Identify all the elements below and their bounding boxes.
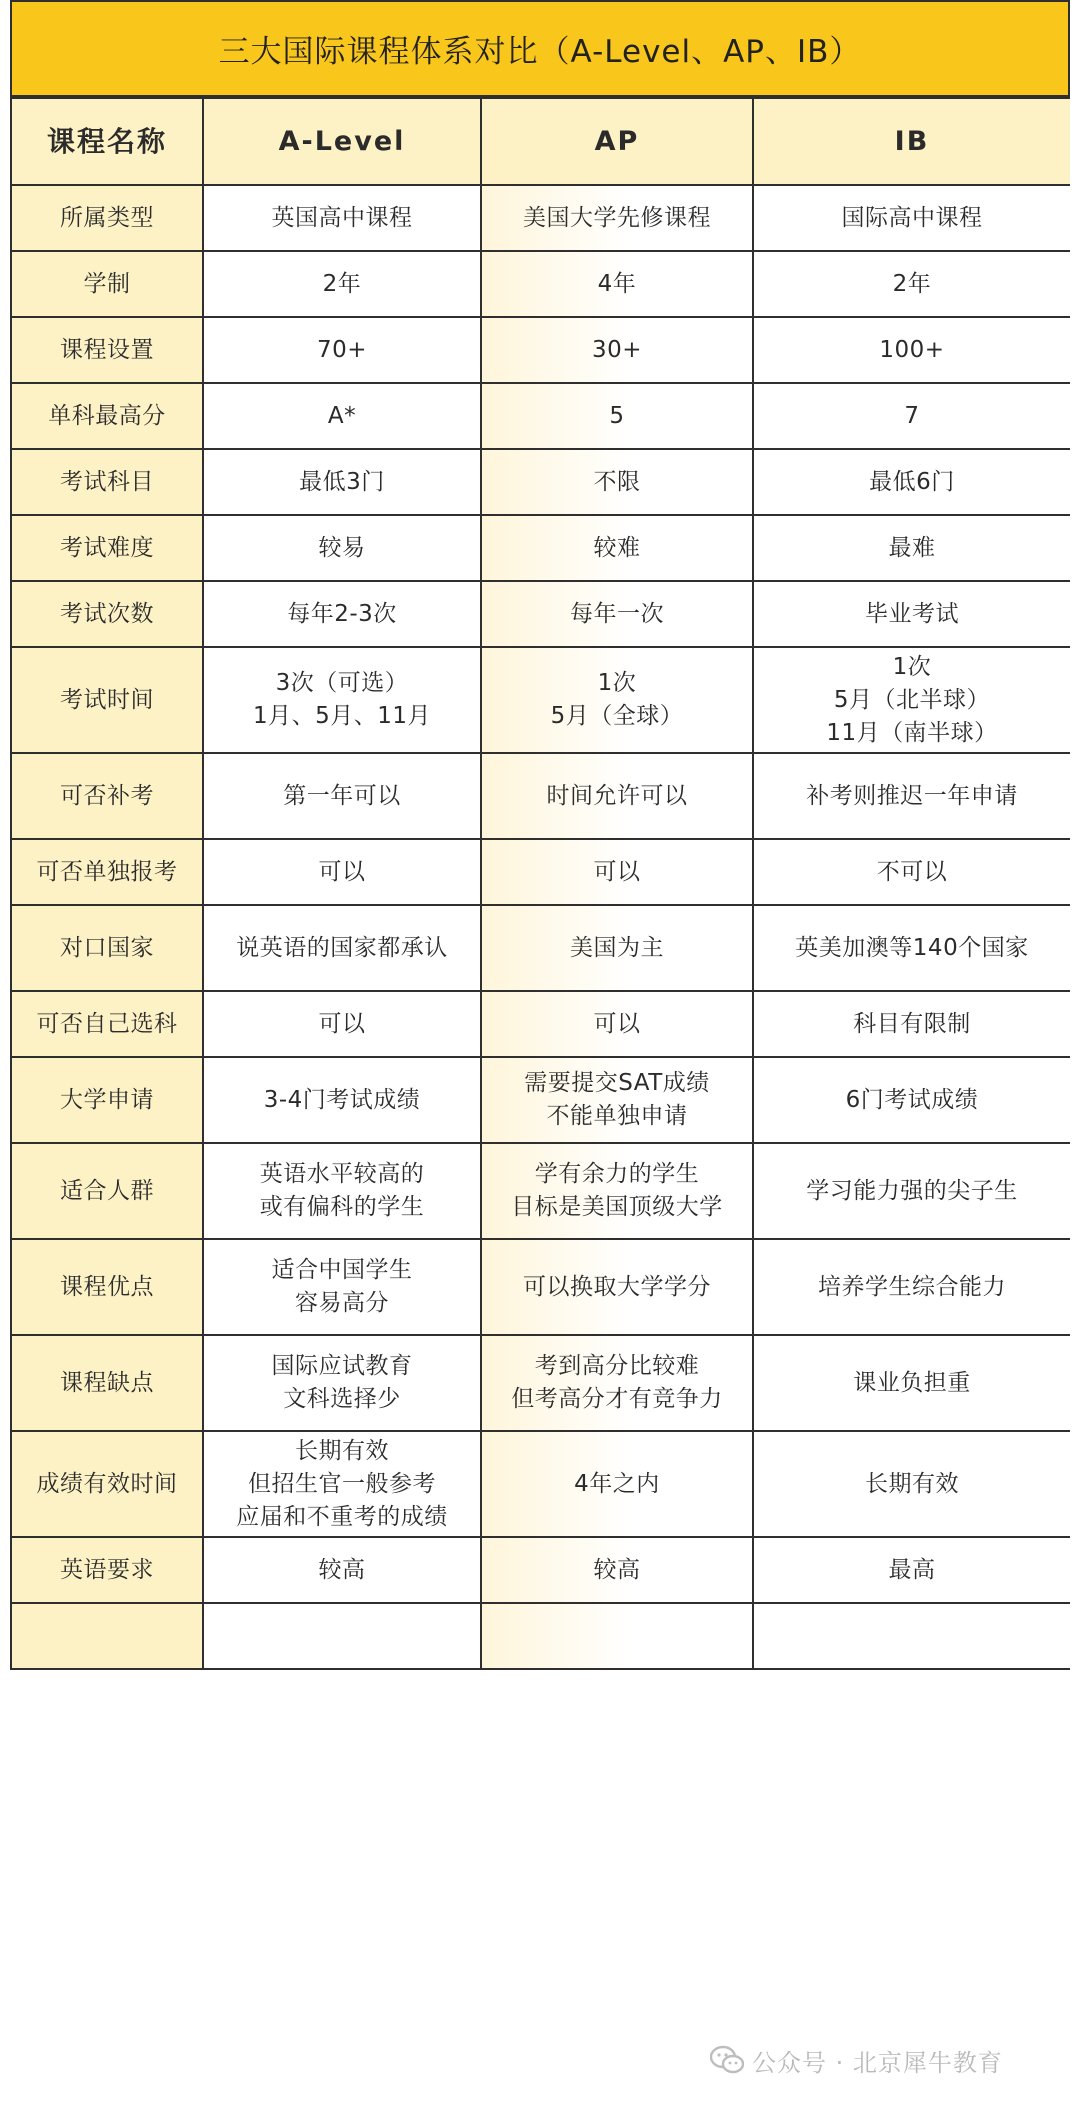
row-label-cell: 课程设置 bbox=[11, 317, 203, 383]
cell-line: 每年2-3次 bbox=[287, 600, 397, 627]
comparison-table bbox=[10, 97, 1070, 1670]
alevel-cell bbox=[203, 515, 481, 581]
cell-line: 6门考试成绩 bbox=[845, 1086, 979, 1113]
alevel-cell bbox=[203, 1239, 481, 1335]
wechat-icon bbox=[710, 2045, 744, 2075]
ap-cell bbox=[481, 991, 753, 1057]
ib-cell bbox=[753, 1335, 1070, 1431]
ib-cell bbox=[753, 251, 1070, 317]
cell-line: 长期有效 bbox=[865, 1470, 959, 1497]
cell-line: 学有余力的学生 bbox=[534, 1161, 700, 1187]
cell-line: 可以 bbox=[593, 1010, 641, 1037]
alevel-cell bbox=[203, 1335, 481, 1431]
row-label-cell: 考试科目 bbox=[11, 449, 203, 515]
table-row bbox=[11, 1335, 1070, 1431]
cell-line: 4年 bbox=[597, 270, 637, 297]
cell-line: 英美加澳等140个国家 bbox=[795, 934, 1029, 961]
table-row bbox=[11, 839, 1070, 905]
row-label-cell: 对口国家 bbox=[11, 905, 203, 991]
cell-line: 30+ bbox=[591, 336, 643, 363]
ib-cell bbox=[753, 905, 1070, 991]
cell-line: 文科选择少 bbox=[283, 1386, 401, 1412]
cell-line: 可以 bbox=[593, 858, 641, 885]
alevel-cell bbox=[203, 1603, 481, 1669]
alevel-cell bbox=[203, 1431, 481, 1537]
cell-line: 2年 bbox=[892, 270, 932, 297]
cell-line: 1次 bbox=[892, 653, 932, 680]
cell-line: 最低3门 bbox=[299, 468, 385, 495]
cell-line: 5月（全球） bbox=[550, 703, 684, 729]
row-label-cell bbox=[11, 1603, 203, 1669]
cell-line: 不可以 bbox=[876, 858, 948, 885]
alevel-cell bbox=[203, 753, 481, 839]
cell-line: 国际应试教育 bbox=[271, 1353, 413, 1379]
cell-line: 2年 bbox=[322, 270, 362, 297]
ap-cell bbox=[481, 1239, 753, 1335]
watermark bbox=[710, 2040, 1003, 2080]
cell-line: 科目有限制 bbox=[853, 1010, 971, 1037]
ib-cell bbox=[753, 1057, 1070, 1143]
table-body bbox=[11, 185, 1070, 1669]
row-label-cell: 学制 bbox=[11, 251, 203, 317]
row-label-cell: 考试难度 bbox=[11, 515, 203, 581]
table-row bbox=[11, 1603, 1070, 1669]
table-row bbox=[11, 905, 1070, 991]
ap-cell bbox=[481, 905, 753, 991]
header-label-cell: 课程名称 bbox=[11, 98, 203, 185]
cell-line: 考到高分比较难 bbox=[534, 1353, 700, 1379]
table-title: 三大国际课程体系对比（A-Level、AP、IB） bbox=[10, 0, 1070, 97]
cell-line: 毕业考试 bbox=[865, 600, 959, 627]
ib-cell bbox=[753, 647, 1070, 753]
table-row bbox=[11, 185, 1070, 251]
cell-line: 最低6门 bbox=[869, 468, 955, 495]
header-ap-cell: AP bbox=[481, 98, 753, 185]
ap-cell bbox=[481, 1057, 753, 1143]
cell-line: 最难 bbox=[888, 534, 936, 561]
ap-cell bbox=[481, 839, 753, 905]
cell-line: 3-4门考试成绩 bbox=[263, 1086, 421, 1113]
alevel-cell bbox=[203, 1057, 481, 1143]
cell-line: 1月、5月、11月 bbox=[252, 703, 432, 729]
cell-line: 应届和不重考的成绩 bbox=[236, 1503, 448, 1530]
cell-line: 每年一次 bbox=[570, 600, 664, 627]
ap-cell bbox=[481, 1431, 753, 1537]
cell-line: 5 bbox=[609, 402, 625, 429]
alevel-cell bbox=[203, 647, 481, 753]
cell-line: 课业负担重 bbox=[853, 1369, 971, 1396]
cell-line: 4年之内 bbox=[574, 1470, 660, 1497]
alevel-cell bbox=[203, 251, 481, 317]
row-label-cell: 课程优点 bbox=[11, 1239, 203, 1335]
cell-line: 可以 bbox=[318, 858, 366, 885]
cell-line: 美国为主 bbox=[570, 934, 664, 961]
row-label-cell: 大学申请 bbox=[11, 1057, 203, 1143]
row-label-cell: 课程缺点 bbox=[11, 1335, 203, 1431]
cell-line: 培养学生综合能力 bbox=[818, 1273, 1006, 1300]
ib-cell bbox=[753, 515, 1070, 581]
ap-cell bbox=[481, 1603, 753, 1669]
row-label-cell: 单科最高分 bbox=[11, 383, 203, 449]
row-label-cell: 英语要求 bbox=[11, 1537, 203, 1603]
cell-line: 较易 bbox=[318, 534, 366, 561]
row-label-cell: 可否补考 bbox=[11, 753, 203, 839]
row-label-cell: 可否单独报考 bbox=[11, 839, 203, 905]
row-label-cell: 所属类型 bbox=[11, 185, 203, 251]
cell-line: 较难 bbox=[593, 534, 641, 561]
alevel-cell bbox=[203, 1537, 481, 1603]
cell-line: 时间允许可以 bbox=[546, 782, 688, 809]
alevel-cell bbox=[203, 581, 481, 647]
cell-line: 说英语的国家都承认 bbox=[236, 934, 448, 961]
cell-line: 国际高中课程 bbox=[841, 204, 983, 231]
ib-cell bbox=[753, 1431, 1070, 1537]
table-row bbox=[11, 753, 1070, 839]
alevel-cell bbox=[203, 449, 481, 515]
cell-line: 最高 bbox=[888, 1556, 936, 1583]
table-row bbox=[11, 515, 1070, 581]
cell-line: 目标是美国顶级大学 bbox=[511, 1194, 723, 1220]
cell-line: 但招生官一般参考 bbox=[248, 1470, 436, 1497]
table-row bbox=[11, 449, 1070, 515]
cell-line: 3次（可选） bbox=[275, 670, 409, 696]
table-row bbox=[11, 317, 1070, 383]
cell-line: 1次 bbox=[597, 670, 637, 696]
cell-line: 第一年可以 bbox=[283, 782, 401, 809]
row-label-cell: 适合人群 bbox=[11, 1143, 203, 1239]
ib-cell bbox=[753, 1143, 1070, 1239]
ap-cell bbox=[481, 251, 753, 317]
ap-cell bbox=[481, 1537, 753, 1603]
alevel-cell bbox=[203, 1143, 481, 1239]
watermark-text: 公众号 · 北京犀牛教育 bbox=[752, 2048, 1003, 2077]
cell-line: 5月（北半球） bbox=[833, 686, 991, 713]
cell-line: 或有偏科的学生 bbox=[259, 1194, 425, 1220]
cell-line: 长期有效 bbox=[295, 1437, 389, 1464]
cell-line: 英语水平较高的 bbox=[259, 1161, 425, 1187]
ib-cell bbox=[753, 581, 1070, 647]
ib-cell bbox=[753, 839, 1070, 905]
alevel-cell bbox=[203, 991, 481, 1057]
cell-line: 11月（南半球） bbox=[826, 719, 998, 746]
table-row bbox=[11, 1057, 1070, 1143]
alevel-cell bbox=[203, 383, 481, 449]
cell-line: 较高 bbox=[593, 1556, 641, 1583]
table-row bbox=[11, 647, 1070, 753]
table-row bbox=[11, 991, 1070, 1057]
table-row bbox=[11, 1239, 1070, 1335]
ap-cell bbox=[481, 581, 753, 647]
header-ib-cell: IB bbox=[753, 98, 1070, 185]
row-label-cell: 成绩有效时间 bbox=[11, 1431, 203, 1537]
ap-cell bbox=[481, 317, 753, 383]
table-row bbox=[11, 1431, 1070, 1537]
row-label-cell: 可否自己选科 bbox=[11, 991, 203, 1057]
table-row bbox=[11, 383, 1070, 449]
row-label-cell: 考试次数 bbox=[11, 581, 203, 647]
cell-line: 美国大学先修课程 bbox=[523, 204, 711, 231]
ib-cell bbox=[753, 1537, 1070, 1603]
ap-cell bbox=[481, 1143, 753, 1239]
cell-line: 7 bbox=[904, 402, 920, 429]
alevel-cell bbox=[203, 839, 481, 905]
cell-line: 容易高分 bbox=[295, 1290, 389, 1316]
header-alevel-cell: A-Level bbox=[203, 98, 481, 185]
ap-cell bbox=[481, 449, 753, 515]
ap-cell bbox=[481, 383, 753, 449]
ib-cell bbox=[753, 1239, 1070, 1335]
ap-cell bbox=[481, 1335, 753, 1431]
ap-cell bbox=[481, 515, 753, 581]
cell-line: 70+ bbox=[316, 336, 368, 363]
cell-line: 适合中国学生 bbox=[271, 1257, 413, 1283]
cell-line: 不能单独申请 bbox=[546, 1103, 688, 1129]
cell-line: 英国高中课程 bbox=[271, 204, 413, 231]
cell-line: 学习能力强的尖子生 bbox=[806, 1177, 1018, 1204]
ib-cell bbox=[753, 449, 1070, 515]
ap-cell bbox=[481, 753, 753, 839]
ap-cell bbox=[481, 185, 753, 251]
ib-cell bbox=[753, 185, 1070, 251]
alevel-cell bbox=[203, 905, 481, 991]
cell-line: 需要提交SAT成绩 bbox=[524, 1070, 710, 1096]
cell-line: 可以 bbox=[318, 1010, 366, 1037]
table-row bbox=[11, 251, 1070, 317]
header-row bbox=[11, 98, 1070, 185]
alevel-cell bbox=[203, 317, 481, 383]
ap-cell bbox=[481, 647, 753, 753]
cell-line: 但考高分才有竞争力 bbox=[511, 1386, 723, 1412]
comparison-document bbox=[10, 0, 1070, 2119]
row-label-cell: 考试时间 bbox=[11, 647, 203, 753]
table-row bbox=[11, 1143, 1070, 1239]
ib-cell bbox=[753, 753, 1070, 839]
ib-cell bbox=[753, 317, 1070, 383]
cell-line: A* bbox=[327, 402, 357, 429]
cell-line: 可以换取大学学分 bbox=[523, 1273, 711, 1300]
alevel-cell bbox=[203, 185, 481, 251]
cell-line: 较高 bbox=[318, 1556, 366, 1583]
cell-line: 补考则推迟一年申请 bbox=[806, 782, 1018, 809]
ib-cell bbox=[753, 991, 1070, 1057]
table-row bbox=[11, 1537, 1070, 1603]
cell-line: 100+ bbox=[879, 336, 945, 363]
cell-line: 不限 bbox=[593, 468, 641, 495]
ib-cell bbox=[753, 1603, 1070, 1669]
ib-cell bbox=[753, 383, 1070, 449]
table-row bbox=[11, 581, 1070, 647]
